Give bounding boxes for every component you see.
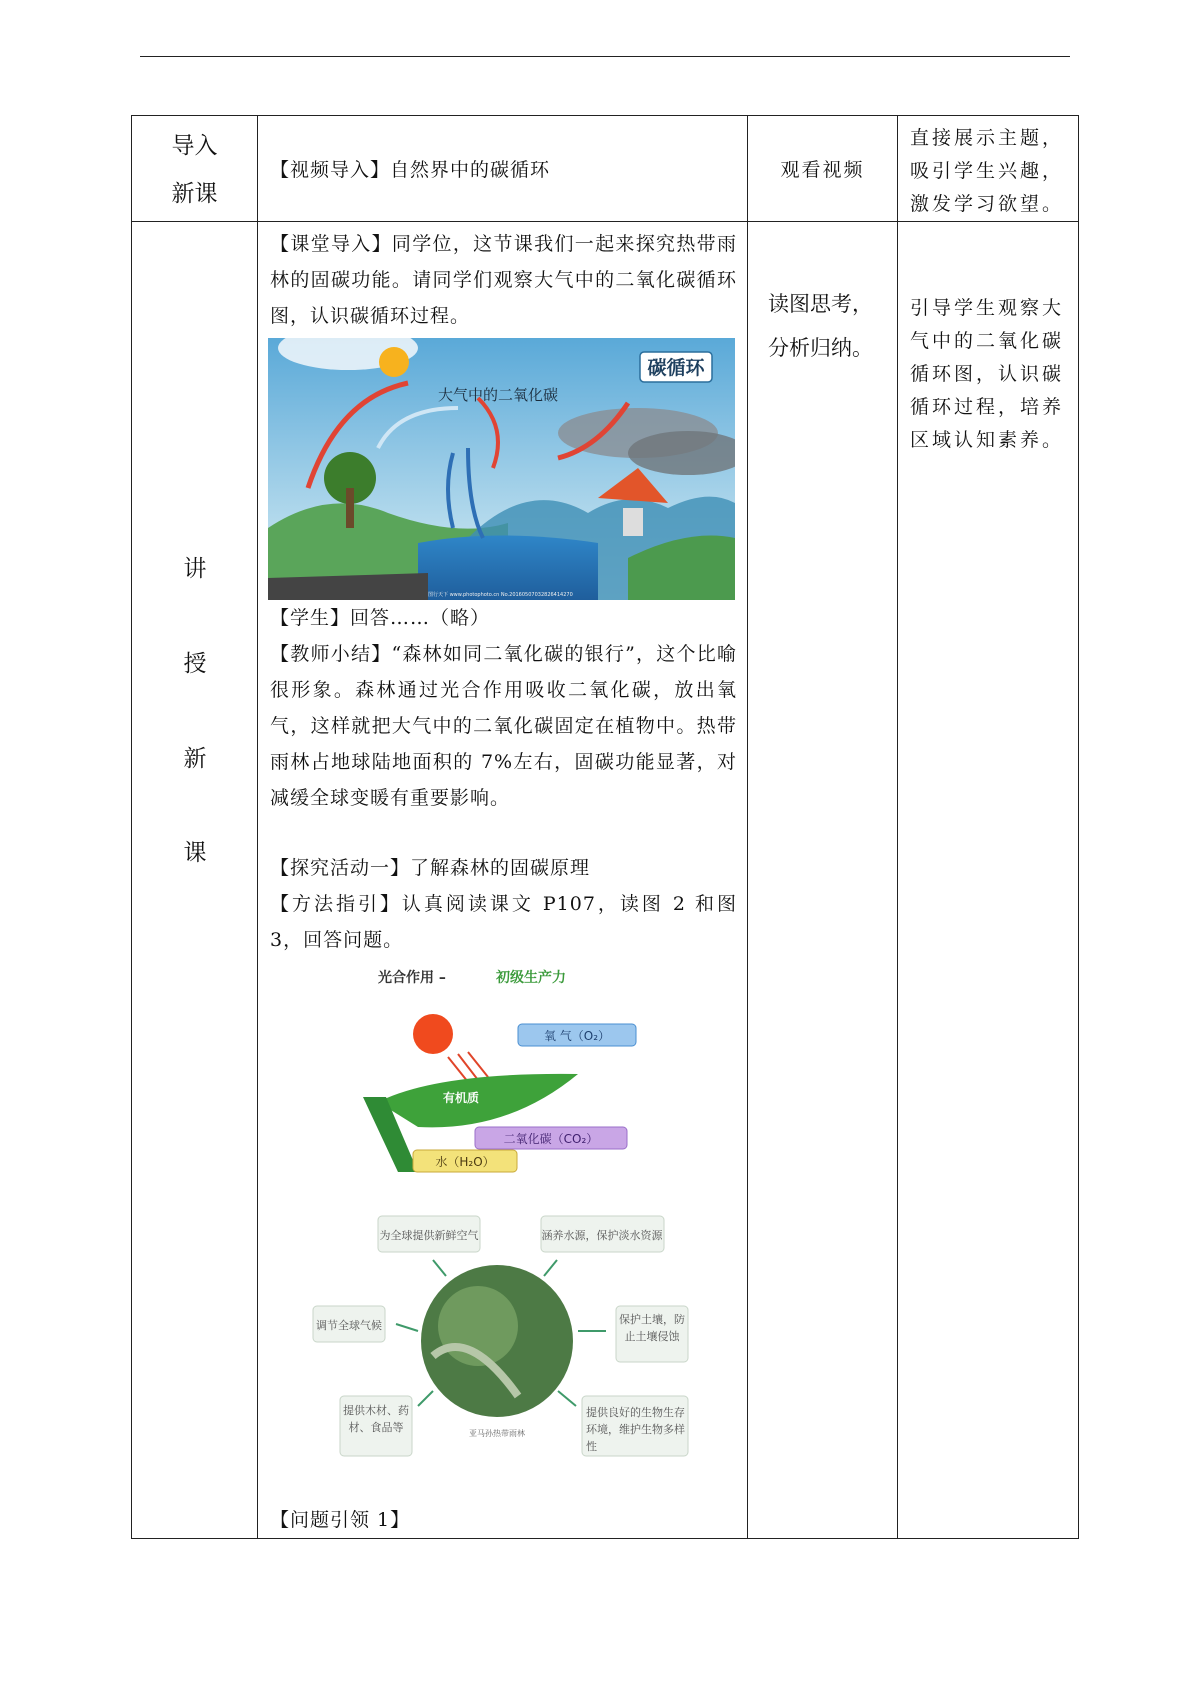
content-cell [258,116,748,222]
student-activity-text: 观看视频 [780,158,865,181]
co2-label: 二氧化碳（CO₂） [503,1132,599,1146]
arrow-icon [544,1260,557,1276]
student-activity-text: 读图思考， [768,292,873,316]
photo-caption: 亚马孙热带雨林 [469,1429,525,1438]
function-label: 提供木材、药材、食品等 [343,1404,409,1434]
explore-activity-title: 【探究活动一】了解森林的固碳原理 [270,857,591,879]
function-label: 提供良好的生物生存环境，维护生物多样性 [586,1406,685,1453]
stage-char: 授 [183,651,207,677]
design-aim-text: 引导学生观察大气中的二氧化碳循环图，认识碳循环过程，培养区域认知素养。 [910,297,1065,451]
design-aim-text: 直接展示主题，吸引学生兴趣，激发学习欲望。 [910,127,1065,215]
design-aim-cell [898,222,1079,1539]
student-activity-cell [748,222,898,1539]
stage-char: 讲 [183,556,207,582]
figure-title: 大气中的二氧化碳 [437,386,559,404]
stage-label: 新课 [171,181,218,207]
sun-icon [379,347,409,377]
table-row-intro [132,116,1079,222]
figure-badge: 碳循环 [647,357,705,379]
arrow-icon [418,1391,433,1406]
function-label: 调节全球气候 [316,1319,382,1332]
stage-char: 课 [183,840,207,866]
header-rule [140,56,1070,57]
stage-char: 新 [183,746,207,772]
design-aim-cell [898,116,1079,222]
student-activity-text: 分析归纳。 [768,336,873,360]
lesson-plan-table [131,115,1079,1539]
stage-cell [132,116,258,222]
intro-paragraph: 【课堂导入】同学位，这节课我们一起来探究热带雨林的固碳功能。请同学们观察大气中的二氧化碳循环图，认识碳循环过程。 [270,233,737,327]
stage-cell [132,222,258,1539]
content-cell [258,222,748,1539]
teacher-summary: 【教师小结】“森林如同二氧化碳的银行”，这个比喻很形象。森林通过光合作用吸收二氧化碳，放出氧气，这样就把大气中的二氧化碳固定在植物中。热带雨林占地球陆地面积的 7%左右，固碳功能显著，对减缓全球变暖有重要影响。 [270,643,737,809]
stage-label: 导入 [171,133,218,159]
table-row-lecture [132,222,1079,1539]
function-label: 保护土壤，防止土壤侵蚀 [619,1313,685,1343]
sun-icon [413,1014,453,1054]
student-answer: 【学生】回答……（略） [270,607,491,629]
figure-subtitle: 初级生产力 [496,970,566,986]
function-label: 涵养水源，保护淡水资源 [541,1229,663,1242]
function-label: 为全球提供新鲜空气 [379,1229,479,1242]
rainforest-functions-figure [268,1196,735,1466]
figure-title: 光合作用 – [378,970,446,986]
arrow-icon [558,1391,576,1406]
oxygen-label: 氧 气（O₂） [543,1029,611,1043]
arrow-icon [396,1324,418,1331]
photosynthesis-figure [268,962,735,1192]
method-guide: 【方法指引】认真阅读课文 P107，读图 2 和图 3，回答问题。 [270,893,737,951]
question-guide: 【问题引领 1】 [270,1509,411,1531]
watermark: 图行天下 www.photophoto.cn No.20160507032826414270 [428,592,573,598]
video-intro-text: 【视频导入】自然界中的碳循环 [270,158,551,181]
student-activity-cell [748,116,898,222]
water-label: 水（H₂O） [435,1155,495,1169]
arrow-icon [433,1260,446,1276]
carbon-cycle-figure [268,338,735,600]
factory-icon [623,508,643,536]
organic-matter-label: 有机质 [442,1091,480,1105]
